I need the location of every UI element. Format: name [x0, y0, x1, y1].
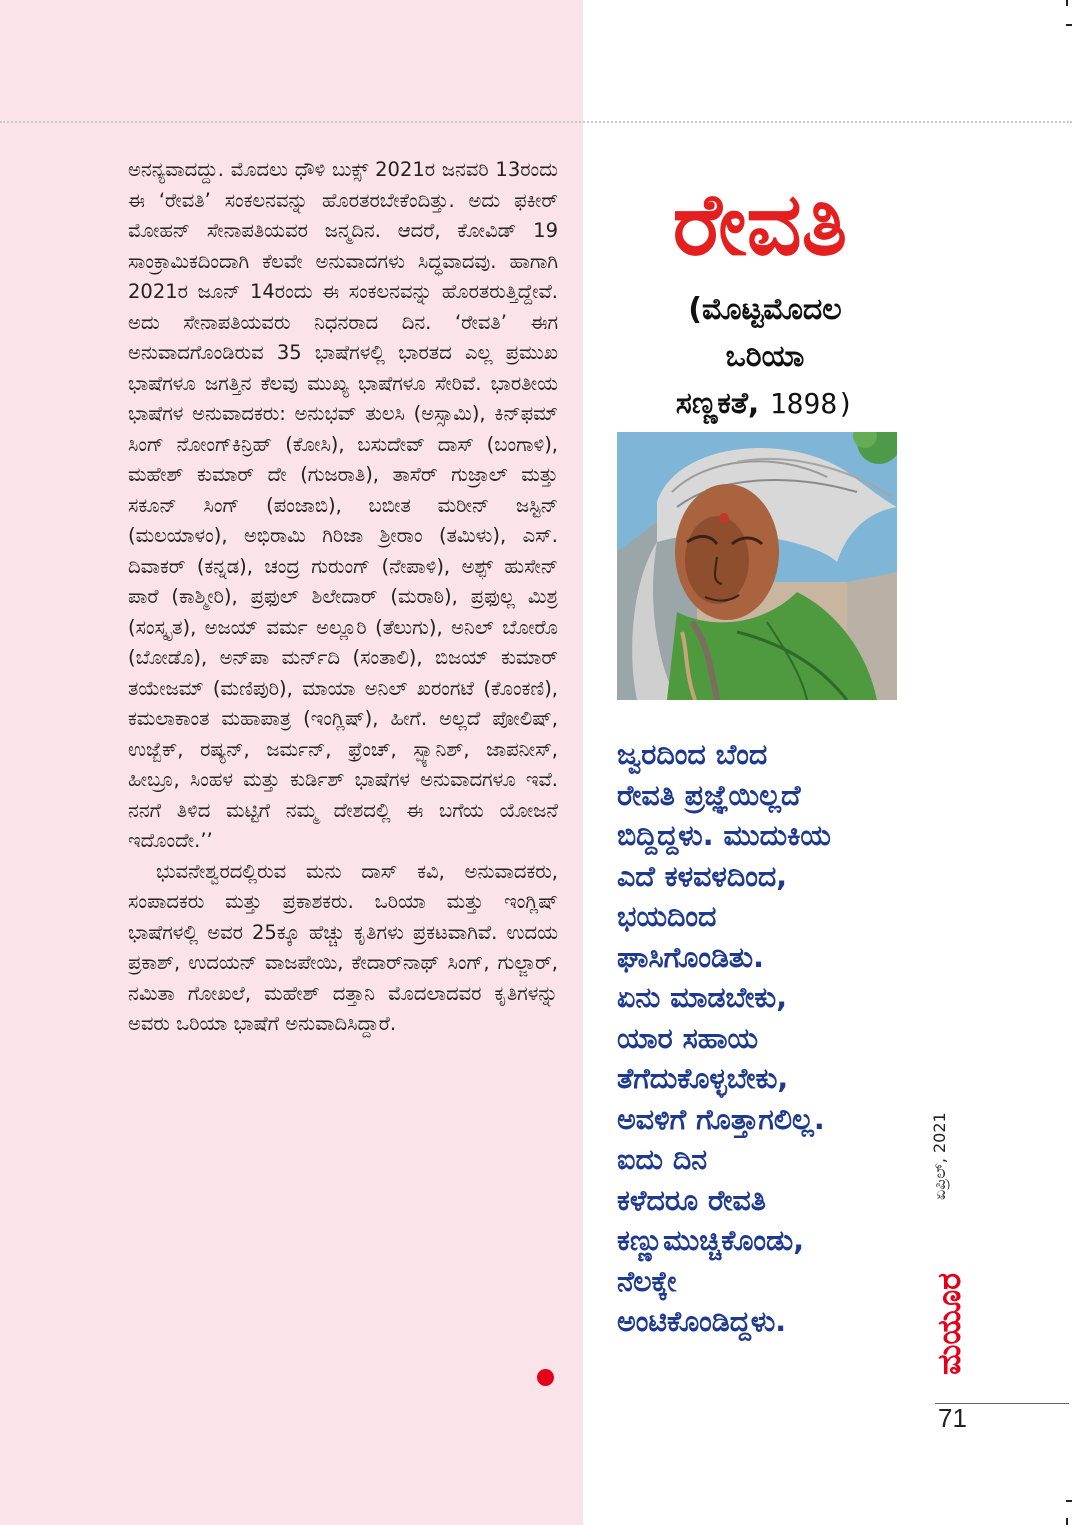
pull-quote-line: ಯಾರ ಸಹಾಯ: [617, 1021, 759, 1055]
pull-quote: [617, 735, 917, 1343]
pull-quote-line: ತೆಗೆದುಕೊಳ್ಳಬೇಕು,: [617, 1062, 789, 1095]
pull-quote-line: ನೆಲಕ್ಕೇ: [617, 1264, 677, 1298]
subtitle-line: (ಮೊಟ್ಟಮೊದಲ: [688, 292, 842, 327]
pull-quote-line: ರೇವತಿ ಪ್ರಜ್ಞೆಯಿಲ್ಲದೆ: [617, 778, 801, 812]
dotted-divider: [0, 121, 1072, 123]
story-title: ರೇವತಿ: [672, 175, 848, 275]
pull-quote-line: ಎದೆ ಕಳವಳದಿಂದ,: [617, 859, 788, 893]
subtitle-line: ಒರಿಯಾ: [725, 339, 805, 374]
body-paragraph-1: ಅನನ್ಯವಾದದ್ದು. ಮೊದಲು ಧೌಳಿ ಬುಕ್ಸ್ 2021ರ ಜನವರಿ 13ರಂದು ಈ ‘ರೇವತಿ’ ಸಂಕಲನವನ್ನು ಹೊರತರಬೇಕೆಂದಿತ್ತು. ಅದು ಫಕೀರ್ ಮೋಹನ್ ಸೇನಾಪತಿಯವರ ಜನ್ಮದಿನ. ಆದರೆ, ಕೋವಿಡ್ 19 ಸಾಂಕ್ರಾಮಿಕದಿಂದಾಗಿ ಕೆಲವೇ ಅನುವಾದಗಳು ಸಿದ್ಧವಾದವು. ಹಾಗಾಗಿ 2021ರ ಜೂನ್ 14ರಂದು ಈ ಸಂಕಲನವನ್ನು ಹೊರತರುತ್ತಿದ್ದೇವೆ. ಅದು ಸೇನಾಪತಿಯವರು ನಿಧನರಾದ ದಿನ. ‘ರೇವತಿ’ ಈಗ ಅನುವಾದಗೊಂಡಿರುವ 35 ಭಾಷೆಗಳಲ್ಲಿ ಭಾರತದ ಎಲ್ಲ ಪ್ರಮುಖ ಭಾಷೆಗಳೂ ಜಗತ್ತಿನ ಕೆಲವು ಮುಖ್ಯ ಭಾಷೆಗಳೂ ಸೇರಿವೆ. ಭಾರತೀಯ ಭಾಷೆಗಳ ಅನುವಾದಕರು: ಅನುಭವ್ ತುಲಸಿ (ಅಸ್ಸಾಮಿ), ಕಿನ್‌ಫಮ್ ಸಿಂಗ್ ನೋಂಗ್‌ಕಿನ್ರಿಹ್ (ಕೋಸಿ), ಬಸುದೇವ್ ದಾಸ್ (ಬಂಗಾಳಿ), ಮಹೇಶ್ ಕುಮಾರ್ ದೇ (ಗುಜರಾತಿ), ತಾಸೆರ್ ಗುಜ್ರಾಲ್ ಮತ್ತು ಸಕೂನ್ ಸಿಂಗ್ (ಪಂಜಾಬಿ), ಬಬೀತ ಮರೀನ್ ಜಸ್ಟಿನ್ (ಮಲಯಾಳಂ), ಅಭಿರಾಮಿ ಗಿರಿಜಾ ಶ್ರೀರಾಂ (ತಮಿಳು), ಎಸ್. ದಿವಾಕರ್ (ಕನ್ನಡ), ಚಂದ್ರ ಗುರುಂಗ್ (ನೇಪಾಳಿ), ಅಶ್ಫ್ ಹುಸೇನ್ ಪಾರೆ (ಕಾಶ್ಮೀರಿ), ಪ್ರಫುಲ್ ಶಿಲೇದಾರ್ (ಮರಾಠಿ), ಪ್ರಫುಲ್ಲ ಮಿಶ್ರ (ಸಂಸ್ಕೃತ), ಅಜಯ್ ವರ್ಮ ಅಲ್ಲೂರಿ (ತೆಲುಗು), ಅನಿಲ್ ಬೋರೊ (ಬೋಡೊ), ಅನ್‌ಪಾ ಮರ್ನ್‌ದಿ (ಸಂತಾಲಿ), ಬಿಜಯ್ ಕುಮಾರ್ ತಯೇಜಮ್ (ಮಣಿಪುರಿ), ಮಾಯಾ ಅನಿಲ್ ಖರಂಗಟೆ (ಕೊಂಕಣಿ), ಕಮಲಾಕಾಂತ ಮಹಾಪಾತ್ರ (ಇಂಗ್ಲಿಷ್), ಹೀಗೆ. ಅಲ್ಲದೆ ಪೋಲಿಷ್, ಉಜ್ಬೆಕ್, ರಷ್ಯನ್, ಜರ್ಮನ್, ಫ್ರೆಂಚ್, ಸ್ಪ್ಯಾನಿಶ್, ಜಾಪನೀಸ್, ಹೀಬ್ರೂ, ಸಿಂಹಳ ಮತ್ತು ಕುರ್ಡಿಶ್ ಭಾಷೆಗಳ ಅನುವಾದಗಳೂ ಇವೆ. ನನಗೆ ತಿಳಿದ ಮಟ್ಟಿಗೆ ನಮ್ಮ ದೇಶದಲ್ಲಿ ಈ ಬಗೆಯ ಯೋಜನೆ ಇದೊಂದೇ.’’: [128, 158, 558, 852]
pull-quote-line: ಅವಳಿಗೆ ಗೊತ್ತಾಗಲಿಲ್ಲ.: [617, 1102, 825, 1136]
old-woman-illustration: [617, 432, 897, 700]
issue-date: ಏಪ್ರಿಲ್, 2021: [930, 1112, 949, 1200]
pull-quote-line: ಘಾಸಿಗೊಂಡಿತು.: [617, 940, 764, 974]
pull-quote-line: ಅಂಟಿಕೊಂಡಿದ್ದಳು.: [617, 1305, 787, 1338]
subtitle-line-text: ಸಣ್ಣಕತೆ,: [675, 386, 760, 421]
article-end-marker: [537, 1369, 554, 1386]
pull-quote-line: ಜ್ವರದಿಂದ ಬೆಂದ: [617, 738, 768, 771]
body-paragraph-2: ಭುವನೇಶ್ವರದಲ್ಲಿರುವ ಮನು ದಾಸ್ ಕವಿ, ಅನುವಾದಕರು, ಸಂಪಾದಕರು ಮತ್ತು ಪ್ರಕಾಶಕರು. ಒರಿಯಾ ಮತ್ತು ಇಂಗ್ಲಿಷ್ ಭಾಷೆಗಳಲ್ಲಿ ಅವರ 25ಕ್ಕೂ ಹೆಚ್ಚು ಕೃತಿಗಳು ಪ್ರಕಟವಾಗಿವೆ. ಉದಯ ಪ್ರಕಾಶ್, ಉದಯನ್ ವಾಜಪೇಯಿ, ಕೇದಾರ್‌ನಾಥ್ ಸಿಂಗ್, ಗುಲ್ಜಾರ್, ನಮಿತಾ ಗೋಖಲೆ, ಮಹೇಶ್ ದತ್ತಾನಿ ಮೊದಲಾದವರ ಕೃತಿಗಳನ್ನು ಅವರು ಒರಿಯಾ ಭಾಷೆಗೆ ಅನುವಾದಿಸಿದ್ದಾರೆ.: [128, 859, 558, 1035]
magazine-logo: ಮಯೂರ: [930, 1272, 968, 1375]
crop-mark: [1066, 24, 1072, 26]
pull-quote-line: ಭಯದಿಂದ: [617, 900, 717, 933]
pull-quote-line: ಐದು ದಿನ: [617, 1143, 708, 1176]
pull-quote-line: ಕಣ್ಣುಮುಚ್ಚಿಕೊಂಡು,: [617, 1224, 805, 1257]
subtitle-year: 1898): [769, 387, 855, 420]
crop-mark: [1066, 1500, 1072, 1502]
page-number: 71: [938, 1403, 967, 1433]
subtitle-line: [620, 380, 910, 427]
article-body: [128, 155, 558, 1040]
story-subtitle: [620, 286, 910, 427]
pull-quote-line: ಬಿದ್ದಿದ್ದಳು. ಮುದುಕಿಯ: [617, 819, 831, 852]
pull-quote-line: ಕಳೆದರೂ ರೇವತಿ: [617, 1183, 766, 1217]
crop-mark: [1066, 1518, 1068, 1525]
pull-quote-line: ಏನು ಮಾಡಬೇಕು,: [617, 981, 788, 1014]
crop-mark: [1066, 0, 1068, 6]
